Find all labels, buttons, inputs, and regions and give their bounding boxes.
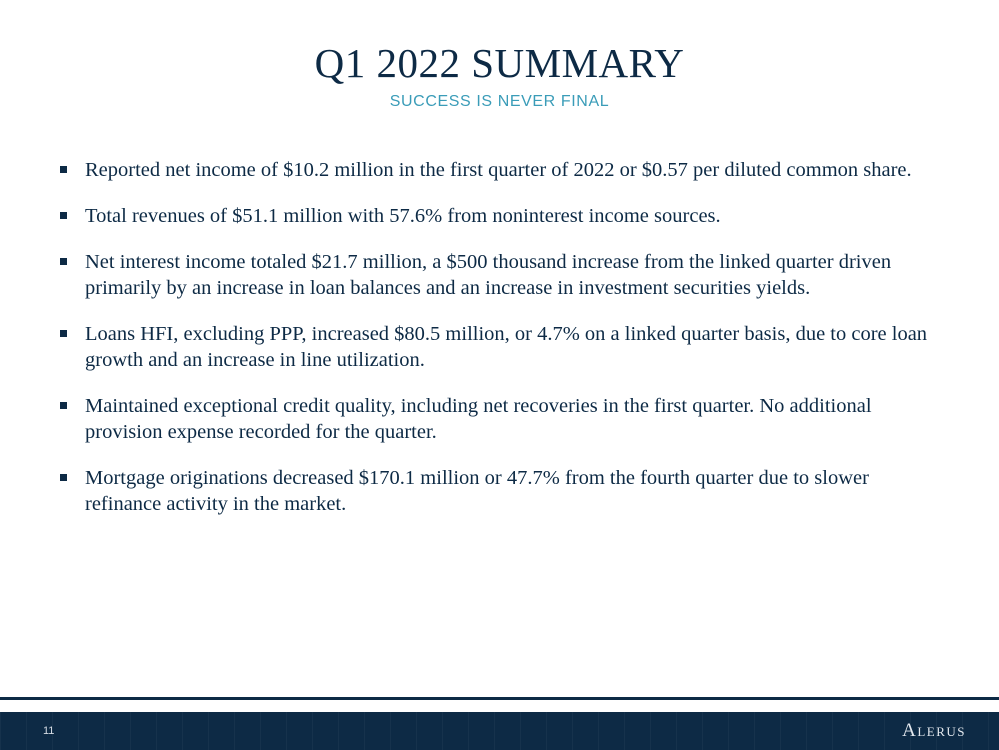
bullet-text: Maintained exceptional credit quality, including net recoveries in the first quarter. No additional provision expense recorded for the quarter. xyxy=(85,395,872,443)
bullet-text: Net interest income totaled $21.7 million, a $500 thousand increase from the linked quarter driven primarily by an increase in loan balances and an increase in investment securities yields. xyxy=(85,251,892,299)
alerus-logo: Alerus xyxy=(902,720,966,741)
bullet-item xyxy=(60,157,930,183)
bullet-item xyxy=(60,465,930,517)
bullet-text: Reported net income of $10.2 million in the first quarter of 2022 or $0.57 per diluted common share. xyxy=(85,159,912,181)
page-number: 11 xyxy=(43,725,55,737)
square-bullet-icon xyxy=(60,258,67,265)
square-bullet-icon xyxy=(60,166,67,173)
square-bullet-icon xyxy=(60,474,67,481)
square-bullet-icon xyxy=(60,402,67,409)
square-bullet-icon xyxy=(60,212,67,219)
bullet-item xyxy=(60,203,930,229)
bullet-text: Mortgage originations decreased $170.1 million or 47.7% from the fourth quarter due to slower refinance activity in the market. xyxy=(85,467,869,515)
square-bullet-icon xyxy=(60,330,67,337)
bullet-text: Loans HFI, excluding PPP, increased $80.5 million, or 4.7% on a linked quarter basis, due to core loan growth and an increase in line utilization. xyxy=(85,323,928,371)
bullet-item xyxy=(60,321,930,373)
bullet-text: Total revenues of $51.1 million with 57.6% from noninterest income sources. xyxy=(85,205,721,227)
bullet-item xyxy=(60,393,930,445)
bullet-item xyxy=(60,249,930,301)
slide-subtitle: SUCCESS IS NEVER FINAL xyxy=(389,93,610,110)
footer-divider xyxy=(0,697,999,700)
slide-title: Q1 2022 SUMMARY xyxy=(314,40,685,86)
footer-bar xyxy=(0,712,999,750)
summary-bullet-list xyxy=(60,157,930,537)
